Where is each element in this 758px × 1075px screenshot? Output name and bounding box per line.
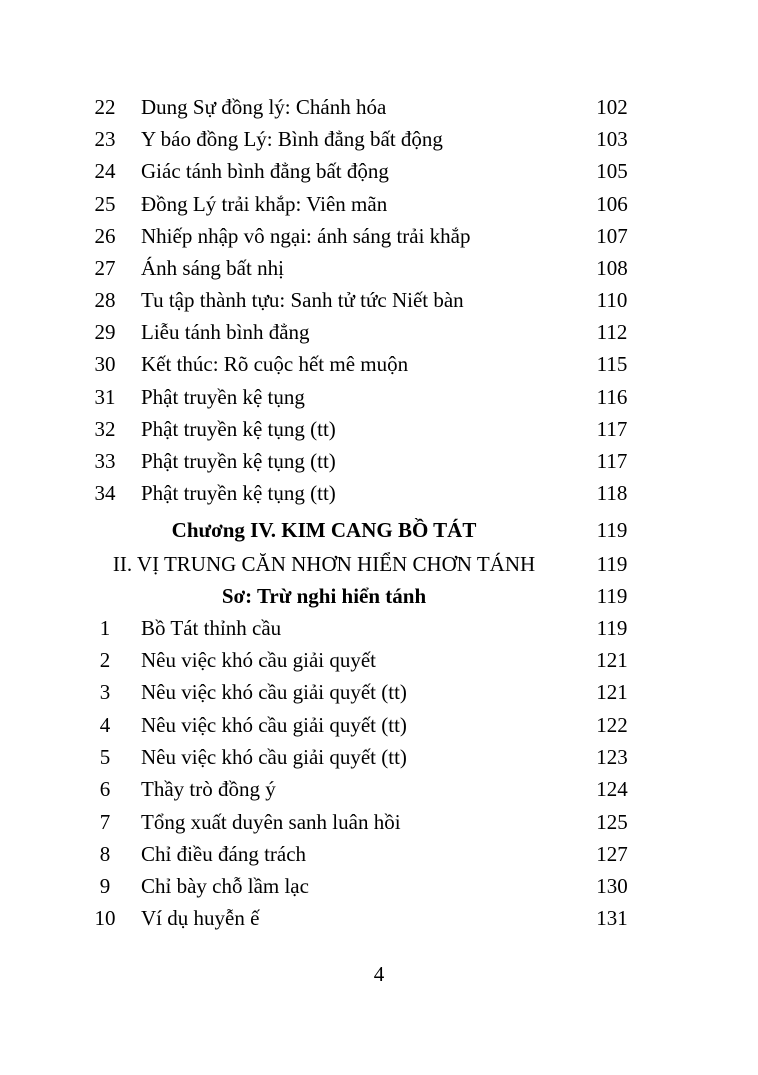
entry-page-number: 107: [596, 224, 628, 248]
entry-title: Nêu việc khó cầu giải quyết (tt): [141, 745, 407, 769]
entry-page-number: 119: [596, 584, 628, 608]
toc-entry: [0, 155, 758, 187]
entry-number: 33: [94, 449, 116, 473]
entry-page-number: 122: [596, 713, 628, 737]
entry-title: Phật truyền kệ tụng (tt): [141, 417, 336, 441]
toc-entry: [0, 91, 758, 123]
entry-title: Đồng Lý trải khắp: Viên mãn: [141, 192, 388, 216]
entry-page-number: 115: [596, 352, 628, 376]
entry-title: Chỉ bày chỗ lầm lạc: [141, 874, 309, 898]
toc-entry: [0, 612, 758, 644]
entry-page-number: 106: [596, 192, 628, 216]
entry-page-number: 123: [596, 745, 628, 769]
toc-entry: [0, 838, 758, 870]
entry-title: Ánh sáng bất nhị: [141, 256, 284, 280]
toc-entry: [0, 284, 758, 316]
entry-title: Phật truyền kệ tụng: [141, 385, 305, 409]
entry-number: 23: [94, 127, 116, 151]
entry-title: Phật truyền kệ tụng (tt): [141, 449, 336, 473]
entry-number: 10: [94, 906, 116, 930]
subsection-title: Sơ: Trừ nghi hiển tánh: [221, 584, 427, 608]
entry-title: Giác tánh bình đẳng bất động: [141, 159, 389, 183]
entry-title: Kết thúc: Rõ cuộc hết mê muộn: [141, 352, 409, 376]
entry-title: Nhiếp nhập vô ngại: ánh sáng trải khắp: [141, 224, 471, 248]
entry-number: 30: [94, 352, 116, 376]
entry-title: Bồ Tát thỉnh cầu: [141, 616, 282, 640]
entry-number: 2: [99, 648, 111, 672]
entry-number: 25: [94, 192, 116, 216]
entry-page-number: 102: [596, 95, 628, 119]
toc-entry: [0, 123, 758, 155]
entry-page-number: 117: [596, 417, 628, 441]
entry-page-number: 119: [596, 552, 628, 576]
entry-page-number: 103: [596, 127, 628, 151]
entry-page-number: 130: [596, 874, 628, 898]
entry-number: 32: [94, 417, 116, 441]
entry-page-number: 112: [596, 320, 628, 344]
toc-entry: [0, 644, 758, 676]
entry-title: Liễu tánh bình đẳng: [141, 320, 310, 344]
toc-chapter: [0, 514, 758, 546]
entry-page-number: 124: [596, 777, 628, 801]
toc-entry: [0, 773, 758, 805]
entry-page-number: 116: [596, 385, 628, 409]
entry-page-number: 121: [596, 648, 628, 672]
entry-page-number: 121: [596, 680, 628, 704]
entry-number: 3: [99, 680, 111, 704]
entry-number: 22: [94, 95, 116, 119]
entry-page-number: 131: [596, 906, 628, 930]
entry-number: 28: [94, 288, 116, 312]
entry-title: Dung Sự đồng lý: Chánh hóa: [141, 95, 387, 119]
toc-entry: [0, 806, 758, 838]
toc-entry: [0, 676, 758, 708]
toc-entry: [0, 413, 758, 445]
entry-title: Nêu việc khó cầu giải quyết (tt): [141, 713, 407, 737]
entry-title: Ví dụ huyễn ế: [141, 906, 260, 930]
toc-entry: [0, 902, 758, 934]
toc-subsection: [0, 580, 758, 612]
toc-entry: [0, 709, 758, 741]
entry-number: 5: [99, 745, 111, 769]
toc-entry: [0, 316, 758, 348]
entry-number: 26: [94, 224, 116, 248]
entry-page-number: 118: [596, 481, 628, 505]
entry-page-number: 110: [596, 288, 628, 312]
entry-number: 4: [99, 713, 111, 737]
toc-entry: [0, 381, 758, 413]
page-number: 4: [373, 962, 385, 986]
toc-entry: [0, 870, 758, 902]
entry-page-number: 125: [596, 810, 628, 834]
entry-page-number: 119: [596, 518, 628, 542]
toc-entry: [0, 188, 758, 220]
entry-number: 34: [94, 481, 116, 505]
entry-number: 27: [94, 256, 116, 280]
entry-number: 7: [99, 810, 111, 834]
toc-entry: [0, 445, 758, 477]
toc-section: [0, 548, 758, 580]
chapter-title: Chương IV. KIM CANG BỒ TÁT: [171, 518, 477, 542]
section-title: II. VỊ TRUNG CĂN NHƠN HIỂN CHƠN TÁNH: [112, 552, 536, 576]
entry-title: Thầy trò đồng ý: [141, 777, 276, 801]
entry-title: Y báo đồng Lý: Bình đẳng bất động: [141, 127, 443, 151]
toc-entry: [0, 741, 758, 773]
toc-entry: [0, 220, 758, 252]
entry-page-number: 119: [596, 616, 628, 640]
entry-page-number: 108: [596, 256, 628, 280]
entry-number: 1: [99, 616, 111, 640]
entry-title: Phật truyền kệ tụng (tt): [141, 481, 336, 505]
toc-entry: [0, 252, 758, 284]
entry-number: 6: [99, 777, 111, 801]
entry-number: 29: [94, 320, 116, 344]
toc-entry: [0, 348, 758, 380]
entry-page-number: 117: [596, 449, 628, 473]
entry-page-number: 127: [596, 842, 628, 866]
entry-number: 8: [99, 842, 111, 866]
entry-title: Tổng xuất duyên sanh luân hồi: [141, 810, 401, 834]
entry-number: 9: [99, 874, 111, 898]
entry-number: 31: [94, 385, 116, 409]
entry-title: Tu tập thành tựu: Sanh tử tức Niết bàn: [141, 288, 464, 312]
entry-title: Chỉ điều đáng trách: [141, 842, 307, 866]
entry-number: 24: [94, 159, 116, 183]
entry-title: Nêu việc khó cầu giải quyết (tt): [141, 680, 407, 704]
entry-page-number: 105: [596, 159, 628, 183]
toc-entry: [0, 477, 758, 509]
entry-title: Nêu việc khó cầu giải quyết: [141, 648, 376, 672]
